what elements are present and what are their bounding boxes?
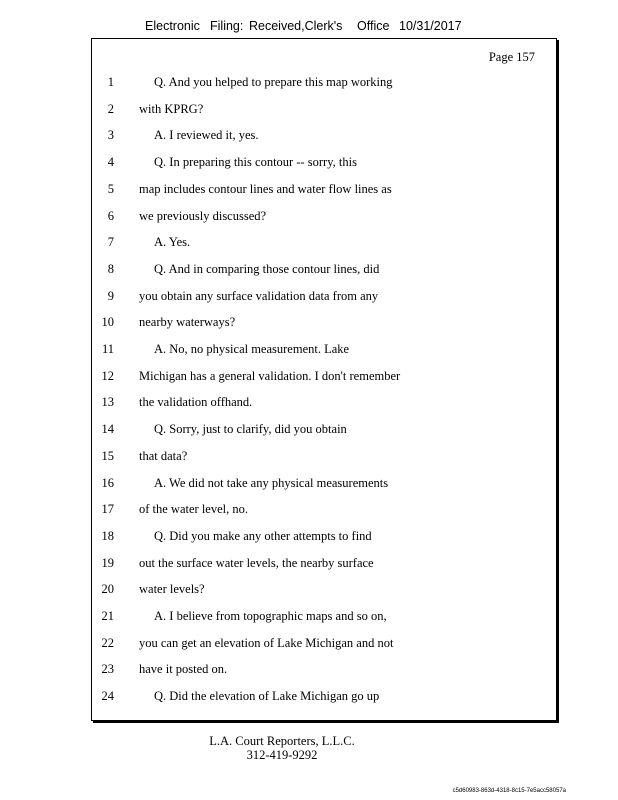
line-number: 6: [107, 208, 114, 223]
filing-stamp: [0, 19, 618, 35]
line-text: Q. In preparing this contour -- sorry, this: [154, 155, 357, 170]
line-number: 22: [101, 635, 114, 650]
line-text: you can get an elevation of Lake Michigan and not: [139, 635, 394, 650]
transcript-line: [92, 180, 556, 198]
line-number: 20: [101, 582, 114, 597]
transcript-line: [92, 260, 556, 278]
line-number: 14: [101, 422, 114, 437]
transcript-line: [92, 126, 556, 144]
line-number: 17: [101, 502, 114, 517]
stamp-date: 10/31/2017: [399, 19, 462, 33]
line-text: you obtain any surface validation data from any: [139, 288, 379, 303]
line-number: 9: [107, 288, 114, 303]
transcript-line: [92, 73, 556, 91]
line-text: Q. Did you make any other attempts to find: [154, 528, 372, 543]
transcript-line: [92, 500, 556, 518]
transcript-line: [92, 447, 556, 465]
page-number: Page 157: [488, 50, 535, 64]
line-text: A. I believe from topographic maps and so on,: [154, 609, 387, 623]
line-text: that data?: [139, 448, 188, 463]
transcript-line: [92, 527, 556, 545]
line-text: A. We did not take any physical measurements: [154, 475, 389, 490]
transcript-line: [92, 153, 556, 171]
line-text: Q. And you helped to prepare this map working: [154, 75, 393, 89]
line-text: nearby waterways?: [139, 315, 236, 330]
transcript-line: [92, 607, 556, 625]
line-text: Q. Sorry, just to clarify, did you obtain: [154, 422, 347, 437]
line-text: map includes contour lines and water flow lines as: [139, 181, 392, 196]
line-text: A. I reviewed it, yes.: [154, 128, 259, 143]
line-number: 12: [101, 368, 114, 383]
line-number: 16: [101, 475, 114, 490]
stamp-word-filing: Filing:: [210, 19, 244, 33]
transcript-line: [92, 554, 556, 572]
transcript-line: [92, 367, 556, 385]
line-number: 5: [107, 181, 114, 196]
transcript-line: [92, 634, 556, 652]
line-number: 13: [101, 395, 114, 410]
line-number: 1: [107, 75, 114, 89]
transcript-line: [92, 660, 556, 678]
transcript-page: [91, 38, 557, 721]
line-text: we previously discussed?: [139, 208, 267, 223]
stamp-word-electronic: Electronic: [145, 19, 200, 33]
transcript-line: [92, 287, 556, 305]
transcript-line: [92, 393, 556, 411]
line-number: 24: [101, 689, 114, 704]
line-text: with KPRG?: [139, 101, 204, 116]
transcript-line: [92, 100, 556, 118]
line-text: A. Yes.: [154, 235, 191, 250]
line-text: A. No, no physical measurement. Lake: [154, 342, 350, 356]
transcript-line: [92, 313, 556, 331]
line-text: of the water level, no.: [139, 502, 248, 517]
line-number: 21: [101, 609, 114, 623]
line-number: 4: [107, 155, 114, 170]
transcript-line: [92, 420, 556, 438]
line-text: have it posted on.: [139, 662, 228, 677]
stamp-word-received: Received,Clerk's: [249, 19, 343, 33]
transcript-line: [92, 687, 556, 705]
line-number: 3: [107, 128, 114, 143]
transcript-line: [92, 207, 556, 225]
line-text: Michigan has a general validation. I don't remember: [139, 368, 401, 383]
transcript-line: [92, 233, 556, 251]
line-number: 15: [101, 448, 114, 463]
line-text: out the surface water levels, the nearby surface: [139, 555, 374, 570]
footer-phone: 312-419-9292: [246, 748, 318, 762]
transcript-line: [92, 580, 556, 598]
line-number: 23: [101, 662, 114, 677]
stamp-word-office: Office: [357, 19, 390, 33]
line-number: 19: [101, 555, 114, 570]
line-number: 7: [107, 235, 114, 250]
line-number: 10: [101, 315, 114, 330]
line-number: 2: [107, 101, 114, 116]
line-text: water levels?: [139, 582, 205, 597]
line-text: Q. And in comparing those contour lines, did: [154, 261, 380, 276]
line-text: the validation offhand.: [139, 395, 253, 410]
footer-company: L.A. Court Reporters, L.L.C.: [209, 734, 355, 748]
line-number: 11: [101, 342, 114, 356]
document-hash: c5d60983-863d-4318-8c15-7e5acc58057a: [452, 788, 566, 794]
line-text: Q. Did the elevation of Lake Michigan go up: [154, 689, 380, 704]
transcript-line: [92, 340, 556, 358]
line-number: 18: [101, 528, 114, 543]
transcript-line: [92, 474, 556, 492]
line-number: 8: [107, 261, 114, 276]
